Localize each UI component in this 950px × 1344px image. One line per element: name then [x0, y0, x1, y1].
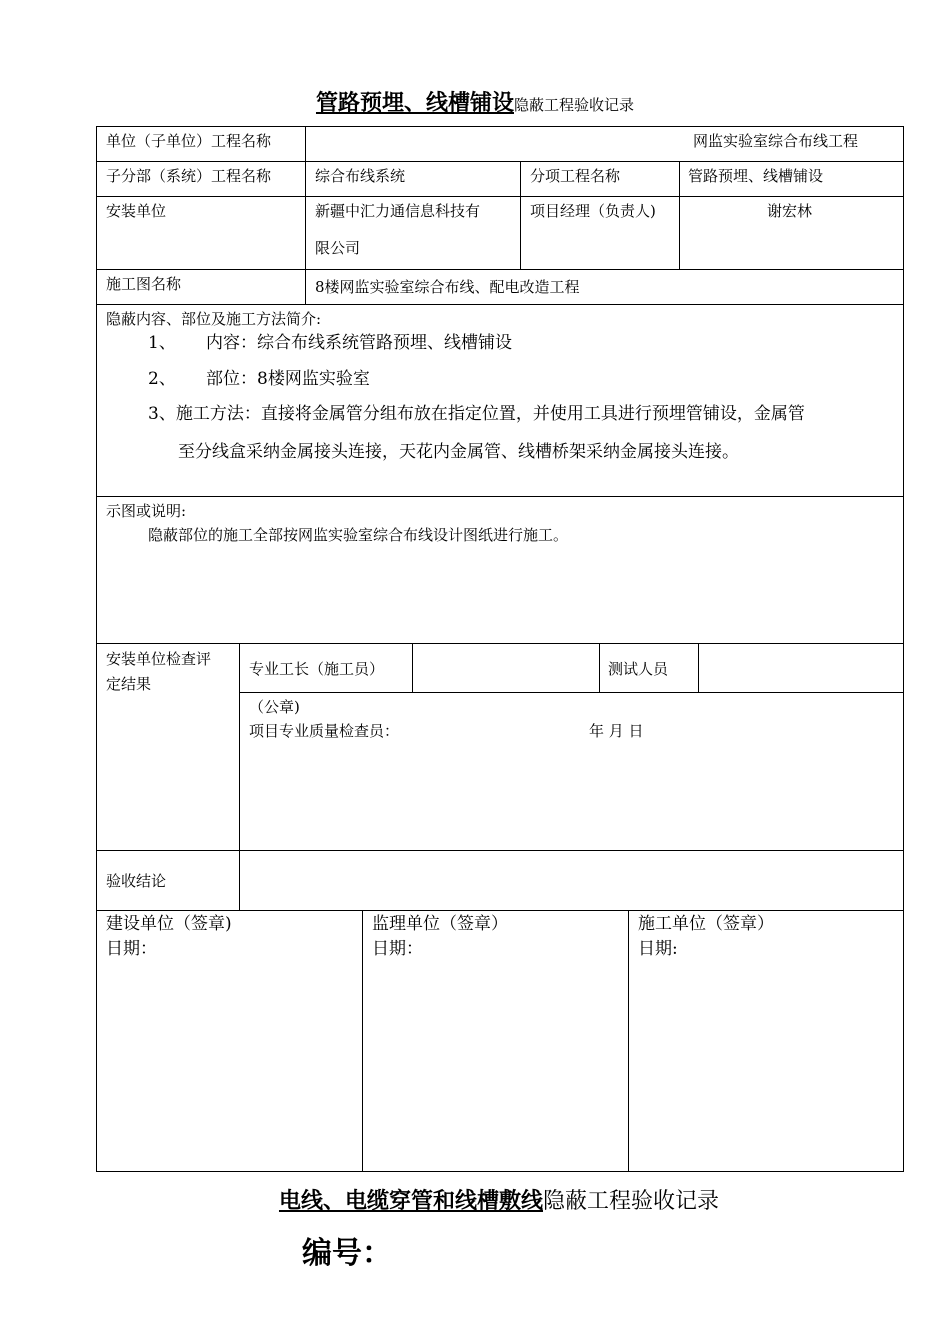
diagram-label: 示图或说明: — [106, 502, 187, 520]
contractor-date-label: 日期: — [638, 939, 678, 959]
conclusion-label: 验收结论 — [106, 872, 167, 890]
supervisor-sign-label: 监理单位（签章） — [372, 914, 508, 934]
table-line — [96, 1171, 904, 1172]
inspector-label: 项目专业质量检查员： — [249, 722, 400, 740]
item-value: 管路预埋、线槽铺设 — [688, 167, 824, 185]
manager-value: 谢宏林 — [767, 202, 813, 220]
document-title — [0, 86, 950, 117]
hidden-content-label: 隐蔽内容、部位及施工方法简介: — [106, 310, 322, 328]
tester-label: 测试人员 — [608, 660, 669, 678]
subdivision-label: 子分部（系统）工程名称 — [106, 167, 272, 185]
table-line — [520, 161, 521, 269]
inspection-label-cont: 定结果 — [106, 675, 152, 693]
table-line — [96, 496, 904, 497]
next-record-title — [0, 1184, 950, 1215]
manager-label: 项目经理（负责人) — [530, 202, 656, 220]
table-line — [96, 269, 904, 270]
table-line — [239, 643, 240, 910]
table-line — [362, 910, 363, 1171]
table-line — [628, 910, 629, 1171]
table-border-left — [96, 126, 97, 1172]
title-suffix: 隐蔽工程验收记录 — [514, 96, 635, 114]
table-line — [96, 304, 904, 305]
unit-project-value: 网监实验室综合布线工程 — [693, 132, 859, 150]
next-record-title-suffix: 隐蔽工程验收记录 — [543, 1189, 720, 1214]
drawing-label: 施工图名称 — [106, 275, 182, 293]
table-line — [239, 692, 904, 693]
foreman-label: 专业工长（施工员） — [249, 660, 385, 678]
table-line — [698, 643, 699, 692]
table-line — [96, 643, 904, 644]
hidden-item-1-number: 1、 — [148, 333, 176, 353]
item-label: 分项工程名称 — [530, 167, 621, 185]
supervisor-date-label: 日期： — [372, 939, 423, 959]
table-border-right — [903, 126, 904, 1172]
hidden-item-3-text-cont: 至分线盒采纳金属接头连接，天花内金属管、线槽桥架采纳金属接头连接。 — [178, 442, 739, 462]
installer-value-cont: 限公司 — [315, 239, 361, 257]
seal-label: （公章) — [249, 698, 300, 716]
diagram-text: 隐蔽部位的施工全部按网监实验室综合布线设计图纸进行施工。 — [148, 526, 569, 544]
hidden-item-1-text: 内容：综合布线系统管路预埋、线槽铺设 — [206, 333, 512, 353]
unit-project-label: 单位（子单位）工程名称 — [106, 132, 272, 150]
subdivision-value: 综合布线系统 — [315, 167, 406, 185]
inspection-label: 安装单位检查评 — [106, 650, 212, 668]
drawing-value: 8楼网监实验室综合布线、配电改造工程 — [315, 278, 580, 296]
table-line — [599, 643, 600, 692]
table-line — [305, 126, 306, 304]
owner-date-label: 日期： — [106, 939, 157, 959]
title-main: 管路预埋、线槽铺设 — [315, 90, 514, 116]
table-line — [679, 161, 680, 269]
contractor-sign-label: 施工单位（签章） — [638, 914, 774, 934]
table-line — [412, 643, 413, 692]
owner-sign-label: 建设单位（签章) — [106, 914, 232, 934]
next-record-title-main: 电线、电缆穿管和线槽敷线 — [278, 1188, 543, 1214]
inspection-date-label: 年 月 日 — [589, 722, 644, 740]
table-line — [96, 910, 904, 911]
table-line — [96, 196, 904, 197]
table-line — [96, 850, 904, 851]
record-number-label: 编号： — [302, 1236, 392, 1271]
installer-value: 新疆中汇力通信息科技有 — [315, 202, 481, 220]
hidden-item-3-text: 3、施工方法：直接将金属管分组布放在指定位置，并使用工具进行预埋管铺设，金属管 — [148, 404, 805, 424]
installer-label: 安装单位 — [106, 202, 167, 220]
hidden-item-2-number: 2、 — [148, 369, 176, 389]
table-line — [96, 126, 904, 127]
table-line — [96, 161, 904, 162]
hidden-item-2-text: 部位：8楼网监实验室 — [206, 369, 370, 389]
